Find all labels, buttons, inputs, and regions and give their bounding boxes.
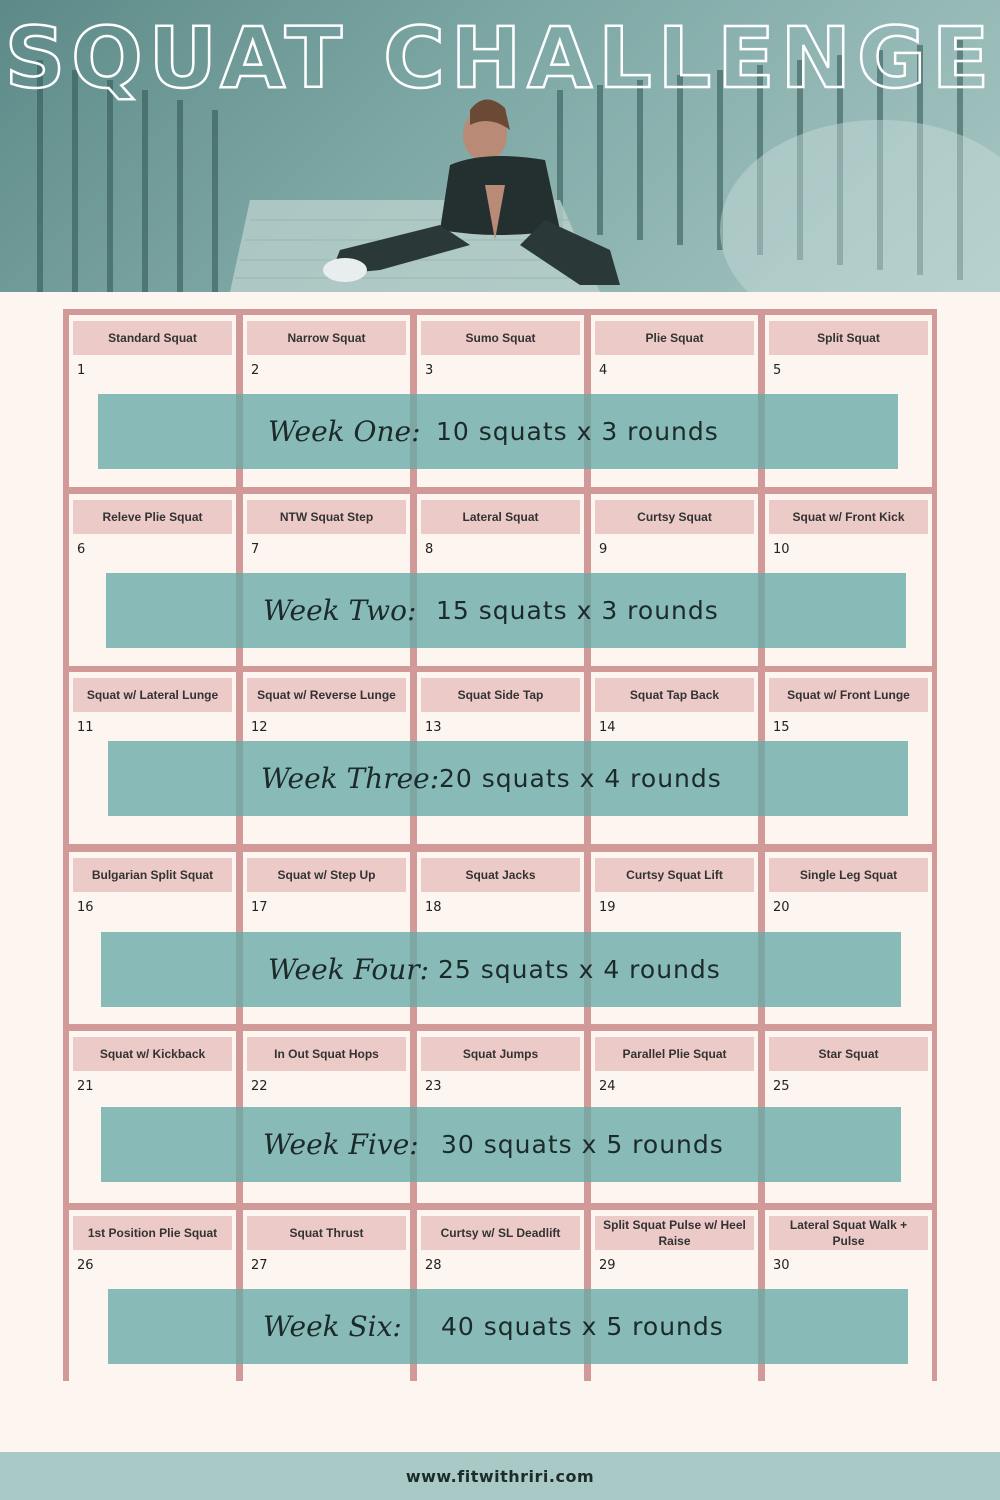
week-label: Week One: — [268, 415, 421, 448]
reps-text: 10 squats x 3 rounds — [436, 417, 719, 446]
exercise-label: Star Squat — [769, 1037, 928, 1071]
exercise-label: Lateral Squat Walk + Pulse — [769, 1216, 928, 1250]
reps-text: 20 squats x 4 rounds — [439, 764, 722, 793]
day-number: 14 — [599, 720, 616, 735]
day-number: 24 — [599, 1079, 616, 1094]
exercise-label: Squat w/ Kickback — [73, 1037, 232, 1071]
week-label: Week Six: — [263, 1310, 402, 1343]
exercise-label: Split Squat Pulse w/ Heel Raise — [595, 1216, 754, 1250]
day-number: 4 — [599, 363, 608, 378]
exercise-label: Narrow Squat — [247, 321, 406, 355]
exercise-label: Squat w/ Lateral Lunge — [73, 678, 232, 712]
exercise-label: Squat Jumps — [421, 1037, 580, 1071]
day-number: 6 — [77, 542, 86, 557]
day-number: 10 — [773, 542, 790, 557]
exercise-label: Curtsy Squat — [595, 500, 754, 534]
challenge-calendar — [63, 309, 937, 1381]
day-number: 3 — [425, 363, 434, 378]
day-number: 11 — [77, 720, 94, 735]
day-number: 23 — [425, 1079, 442, 1094]
exercise-label: Bulgarian Split Squat — [73, 858, 232, 892]
day-number: 16 — [77, 900, 94, 915]
day-number: 28 — [425, 1258, 442, 1273]
exercise-label: Curtsy w/ SL Deadlift — [421, 1216, 580, 1250]
day-number: 20 — [773, 900, 790, 915]
exercise-label: NTW Squat Step — [247, 500, 406, 534]
week-row — [63, 672, 937, 844]
exercise-label: Squat w/ Step Up — [247, 858, 406, 892]
day-number: 2 — [251, 363, 260, 378]
day-number: 27 — [251, 1258, 268, 1273]
exercise-label: Curtsy Squat Lift — [595, 858, 754, 892]
exercise-label: Squat Side Tap — [421, 678, 580, 712]
day-number: 9 — [599, 542, 608, 557]
week-row — [63, 494, 937, 666]
day-number: 1 — [77, 363, 86, 378]
day-number: 25 — [773, 1079, 790, 1094]
page-title: SQUAT CHALLENGE — [4, 9, 996, 107]
day-number: 19 — [599, 900, 616, 915]
week-row — [63, 1031, 937, 1203]
reps-text: 15 squats x 3 rounds — [436, 596, 719, 625]
week-row — [63, 315, 937, 487]
week-label: Week Four: — [268, 953, 430, 986]
exercise-label: Split Squat — [769, 321, 928, 355]
week-label: Week Three: — [261, 762, 440, 795]
day-number: 18 — [425, 900, 442, 915]
day-number: 12 — [251, 720, 268, 735]
exercise-label: Squat Jacks — [421, 858, 580, 892]
exercise-label: Squat w/ Front Lunge — [769, 678, 928, 712]
day-number: 13 — [425, 720, 442, 735]
exercise-label: Plie Squat — [595, 321, 754, 355]
day-number: 5 — [773, 363, 782, 378]
exercise-label: Sumo Squat — [421, 321, 580, 355]
week-row — [63, 852, 937, 1024]
exercise-label: 1st Position Plie Squat — [73, 1216, 232, 1250]
exercise-label: Single Leg Squat — [769, 858, 928, 892]
exercise-label: Squat Tap Back — [595, 678, 754, 712]
day-number: 7 — [251, 542, 260, 557]
week-label: Week Two: — [263, 594, 417, 627]
day-number: 22 — [251, 1079, 268, 1094]
exercise-label: Lateral Squat — [421, 500, 580, 534]
exercise-label: Releve Plie Squat — [73, 500, 232, 534]
day-number: 26 — [77, 1258, 94, 1273]
exercise-label: Squat Thrust — [247, 1216, 406, 1250]
day-number: 29 — [599, 1258, 616, 1273]
day-number: 15 — [773, 720, 790, 735]
hero-banner — [0, 0, 1000, 292]
day-number: 17 — [251, 900, 268, 915]
week-row — [63, 1210, 937, 1382]
week-label: Week Five: — [263, 1128, 419, 1161]
day-number: 21 — [77, 1079, 94, 1094]
day-number: 8 — [425, 542, 434, 557]
exercise-label: Parallel Plie Squat — [595, 1037, 754, 1071]
exercise-label: Standard Squat — [73, 321, 232, 355]
website-footer[interactable]: www.fitwithriri.com — [0, 1452, 1000, 1500]
reps-text: 40 squats x 5 rounds — [441, 1312, 724, 1341]
reps-text: 30 squats x 5 rounds — [441, 1130, 724, 1159]
exercise-label: Squat w/ Reverse Lunge — [247, 678, 406, 712]
reps-text: 25 squats x 4 rounds — [438, 955, 721, 984]
exercise-label: In Out Squat Hops — [247, 1037, 406, 1071]
exercise-label: Squat w/ Front Kick — [769, 500, 928, 534]
day-number: 30 — [773, 1258, 790, 1273]
